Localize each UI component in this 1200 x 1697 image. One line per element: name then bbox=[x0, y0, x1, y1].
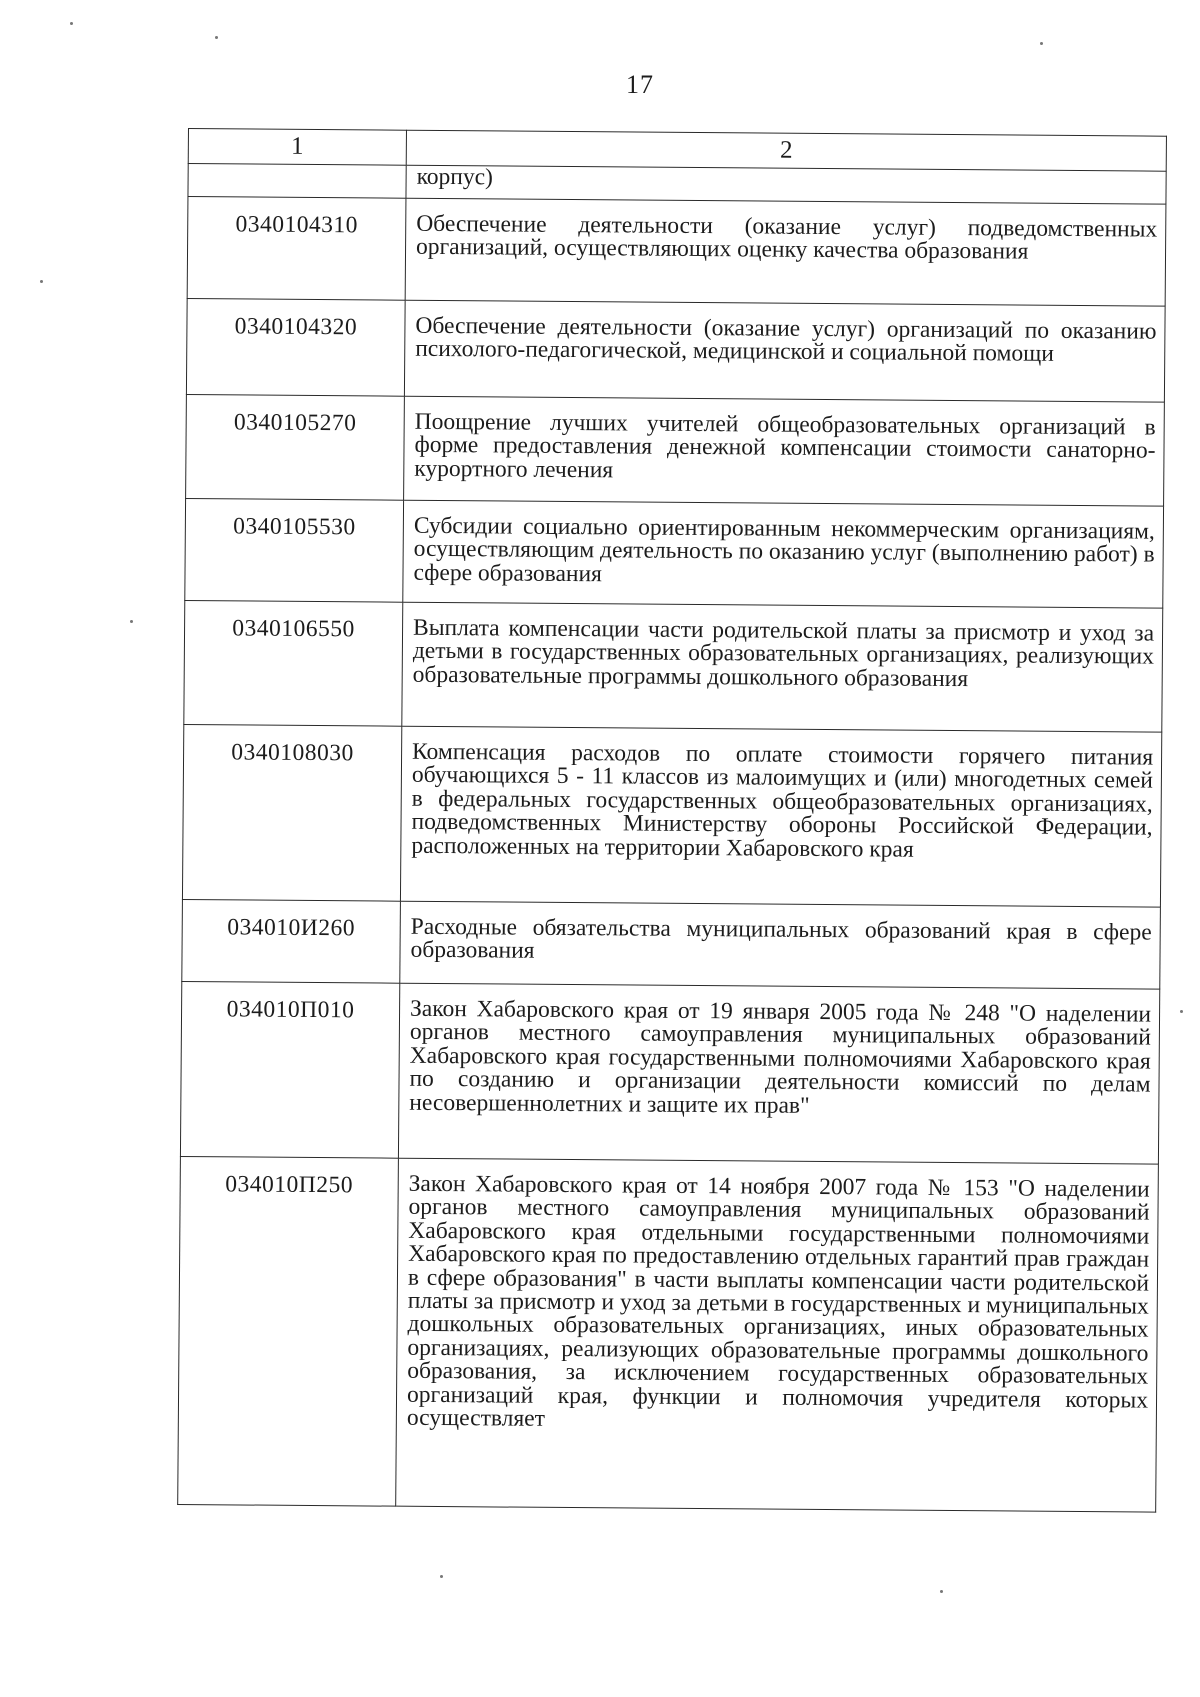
scan-speck bbox=[1180, 1010, 1183, 1013]
row-description: Поощрение лучших учителей общеобразовательных организаций в форме предоставления денежной компенсации стоимости санаторно-курортного лечения bbox=[404, 396, 1165, 506]
scan-speck bbox=[130, 620, 133, 623]
column-header-description: 2 bbox=[406, 130, 1166, 171]
scan-speck bbox=[215, 36, 218, 39]
table-row bbox=[187, 197, 1166, 307]
table-row bbox=[186, 394, 1165, 506]
column-header-code: 1 bbox=[188, 129, 406, 166]
row-code: 0340105270 bbox=[186, 394, 405, 500]
row-code: 034010И260 bbox=[182, 899, 401, 983]
row-code: 0340104310 bbox=[187, 197, 406, 301]
row-code: 0340106550 bbox=[184, 600, 403, 726]
scan-speck bbox=[70, 22, 73, 25]
table-row bbox=[186, 298, 1165, 402]
row-description: Выплата компенсации части родительской платы за присмотр и уход за детьми в государственных образовательных организациях, реализующих образовательные программы дошкольного образования bbox=[402, 602, 1163, 732]
row-code: 0340105530 bbox=[185, 498, 404, 602]
row-description: Обеспечение деятельности (оказание услуг) организаций по оказанию психолого-педагогической, медицинской и социальной помощи bbox=[404, 300, 1165, 402]
row-description: Расходные обязательства муниципальных образований края в сфере образования bbox=[400, 901, 1161, 989]
row-description: Компенсация расходов по оплате стоимости горячего питания обучающихся 5 - 11 классов из малоимущих и (или) многодетных семей в федеральных государственных общеобразовательных организациях, подведомственных Министерству обороны Российской Федерации, расположенных на территории Хабаровского края bbox=[400, 726, 1161, 907]
scan-speck bbox=[1040, 42, 1043, 45]
budget-code-table bbox=[177, 128, 1167, 1513]
row-description: Закон Хабаровского края от 19 января 2005 года № 248 "О наделении органов местного самоуправления муниципальных образований Хабаровского края государственными полномочиями Хабаровского края по созданию и организации деятельности комиссий по делам несовершеннолетних и защите их прав" bbox=[398, 983, 1159, 1164]
continuation-code-cell bbox=[188, 164, 406, 199]
table-row bbox=[185, 498, 1164, 608]
row-code: 0340104320 bbox=[186, 298, 405, 396]
scan-speck bbox=[940, 1590, 943, 1593]
row-code: 0340108030 bbox=[182, 724, 401, 901]
table-row bbox=[178, 1156, 1159, 1512]
row-code: 034010П250 bbox=[178, 1156, 399, 1506]
table-row bbox=[184, 600, 1163, 732]
row-description: Обеспечение деятельности (оказание услуг) подведомственных организаций, осуществляющих оценку качества образования bbox=[405, 198, 1166, 306]
scan-speck bbox=[40, 280, 43, 283]
page-number: 17 bbox=[626, 70, 654, 99]
table-row bbox=[182, 899, 1161, 989]
row-code: 034010П010 bbox=[180, 981, 399, 1158]
scan-speck bbox=[440, 1575, 443, 1578]
continuation-text: корпус) bbox=[406, 165, 1166, 204]
table-row bbox=[182, 724, 1161, 907]
row-description: Закон Хабаровского края от 14 ноября 2007 года № 153 "О наделении органов местного самоуправления муниципальных образований Хабаровского края отдельными государственными полномочиями Хабаровского края по предоставлению отдельных гарантий прав граждан в сфере образования" в части выплаты компенсации части родительской платы за присмотр и уход за детьми в государственных и муниципальных дошкольных образовательных организациях, иных образовательных организациях, реализующих образовательные программы дошкольного образования, за исключением государственных образовательных организаций края, функции и полномочия учредителя которых осуществляет bbox=[396, 1158, 1159, 1512]
row-description: Субсидии социально ориентированным некоммерческим организациям, осуществляющим деятельность по оказанию услуг (выполнению работ) в сфере образования bbox=[403, 500, 1164, 608]
table-row bbox=[180, 981, 1159, 1164]
